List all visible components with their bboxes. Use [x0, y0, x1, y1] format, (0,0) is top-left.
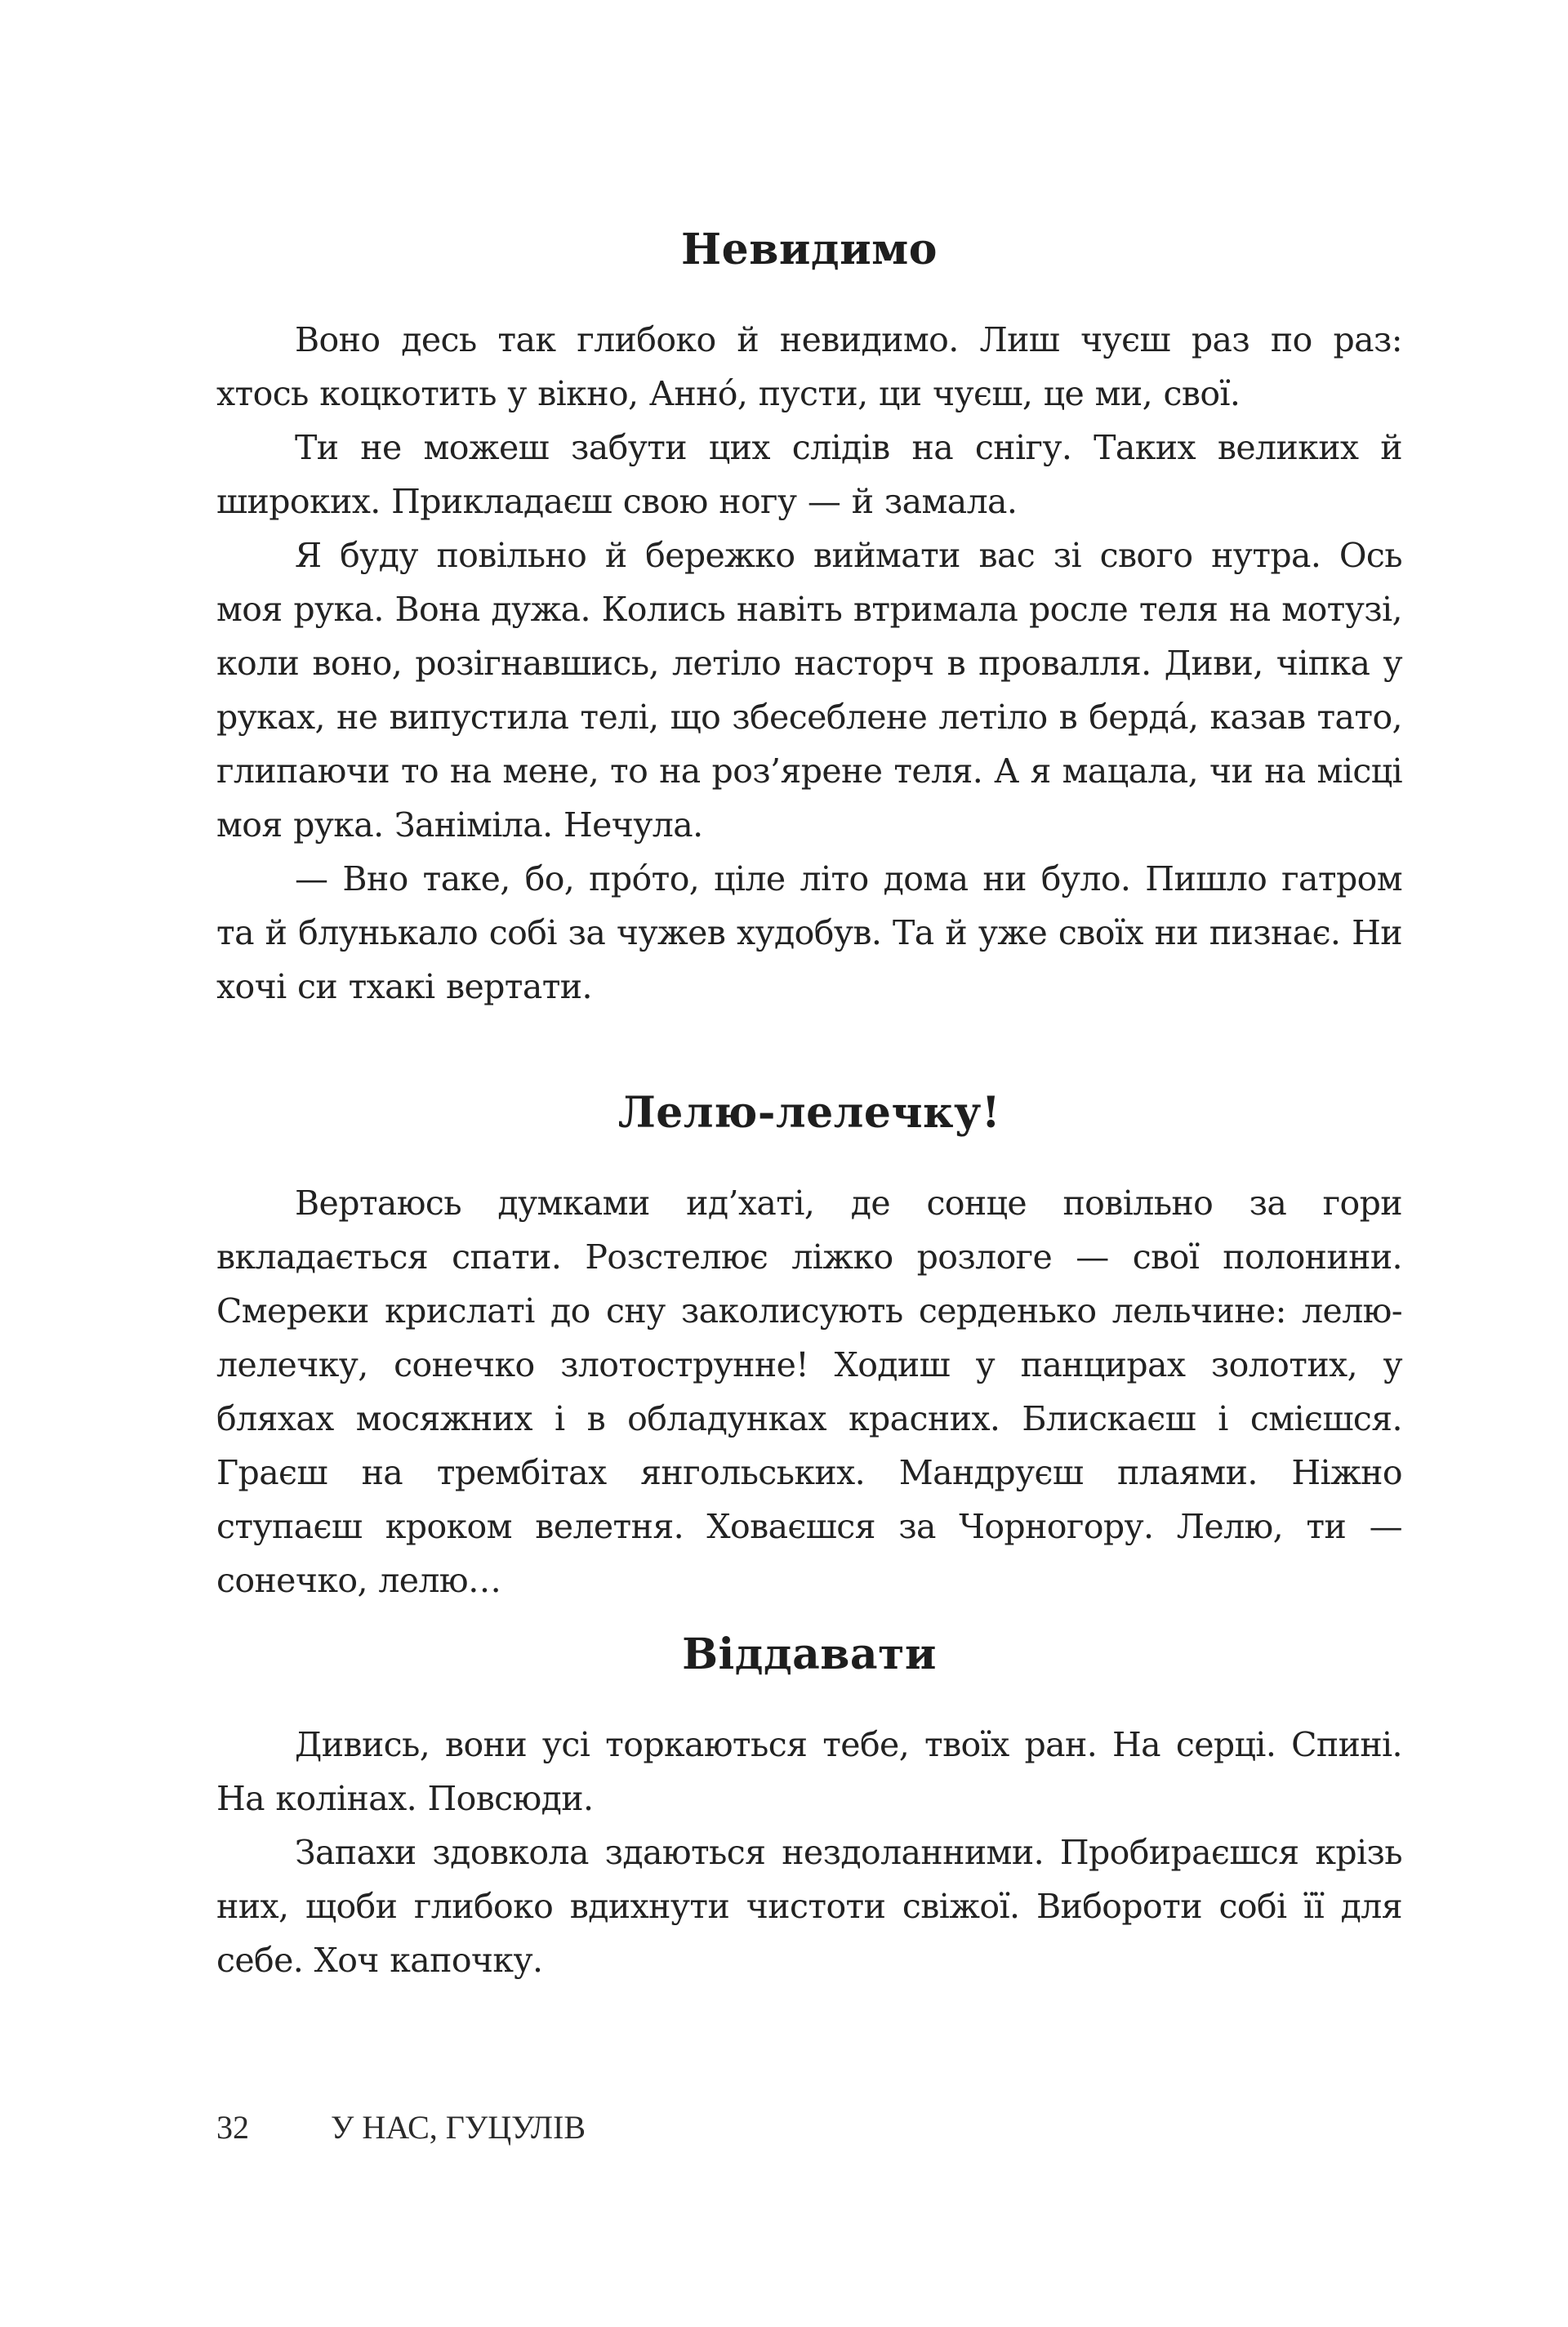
paragraph: Я буду повільно й бережко виймати вас зі свого нутра. Ось моя рука. Вона дужа. Колись навіть втримала росле теля на мотузі, коли воно, розігнавшись, летіло насторч в провалля. Диви, чіпка у руках, не випустила телі, що збесеблене летіло в бердá, казав тато, глипаючи то на мене, то на роз’ярене теля. А я мацала, чи на місці моя рука. Заніміла. Нечула. [216, 536, 1402, 845]
page-number: 32 [216, 2109, 249, 2146]
section-body-viddavaty [216, 1718, 1402, 1987]
section-body-nevydymo [216, 313, 1402, 1014]
paragraph: Воно десь так глибоко й невидимо. Лиш чуєш раз по раз: хтось коцкотить у вікно, Аннó, пусти, ци чуєш, це ми, свої. [216, 320, 1402, 413]
section-title-nevydymo: Невидимо [681, 225, 938, 274]
section-body-leliu-lelechku [216, 1176, 1402, 1607]
paragraph: — Вно таке, бо, прóто, ціле літо дома ни було. Пишло гатром та й блунькало собі за чужев худобув. Та й уже своїх ни пизнає. Ни хочі си тхакі вертати. [216, 859, 1402, 1006]
section-title-viddavaty: Віддавати [682, 1629, 937, 1679]
paragraph: Вертаюсь думками ид’хаті, де сонце повільно за гори вкладається спати. Розстелює ліжко розлоге — свої полонини. Смереки крислаті до сну заколисують серденько лельчине: лелю-лелечку, сонечко злотострунне! Ходиш у панцирах золотих, у бляхах мосяжних і в обладунках красних. Блискаєш і смієшся. Граєш на трембітах янгольських. Мандруєш плаями. Ніжно ступаєш кроком велетня. Ховаєшся за Чорногору. Лелю, ти — сонечко, лелю… [216, 1184, 1402, 1600]
paragraph: Дивись, вони усі торкаються тебе, твоїх ран. На серці. Спині. На колінах. Повсюди. [216, 1725, 1402, 1818]
paragraph: Ти не можеш забути цих слідів на снігу. Таких великих й широких. Прикладаєш свою ногу — й замала. [216, 428, 1402, 521]
section-title-leliu-lelechku: Лелю-лелечку! [617, 1088, 1001, 1138]
paragraph: Запахи здовкола здаються нездоланними. Пробираєшся крізь них, щоби глибоко вдихнути чистоти свіжої. Вибороти собі її для себе. Хоч капочку. [216, 1833, 1402, 1980]
running-title: У НАС, ГУЦУЛІВ [331, 2109, 586, 2146]
page-footer [216, 2107, 586, 2148]
